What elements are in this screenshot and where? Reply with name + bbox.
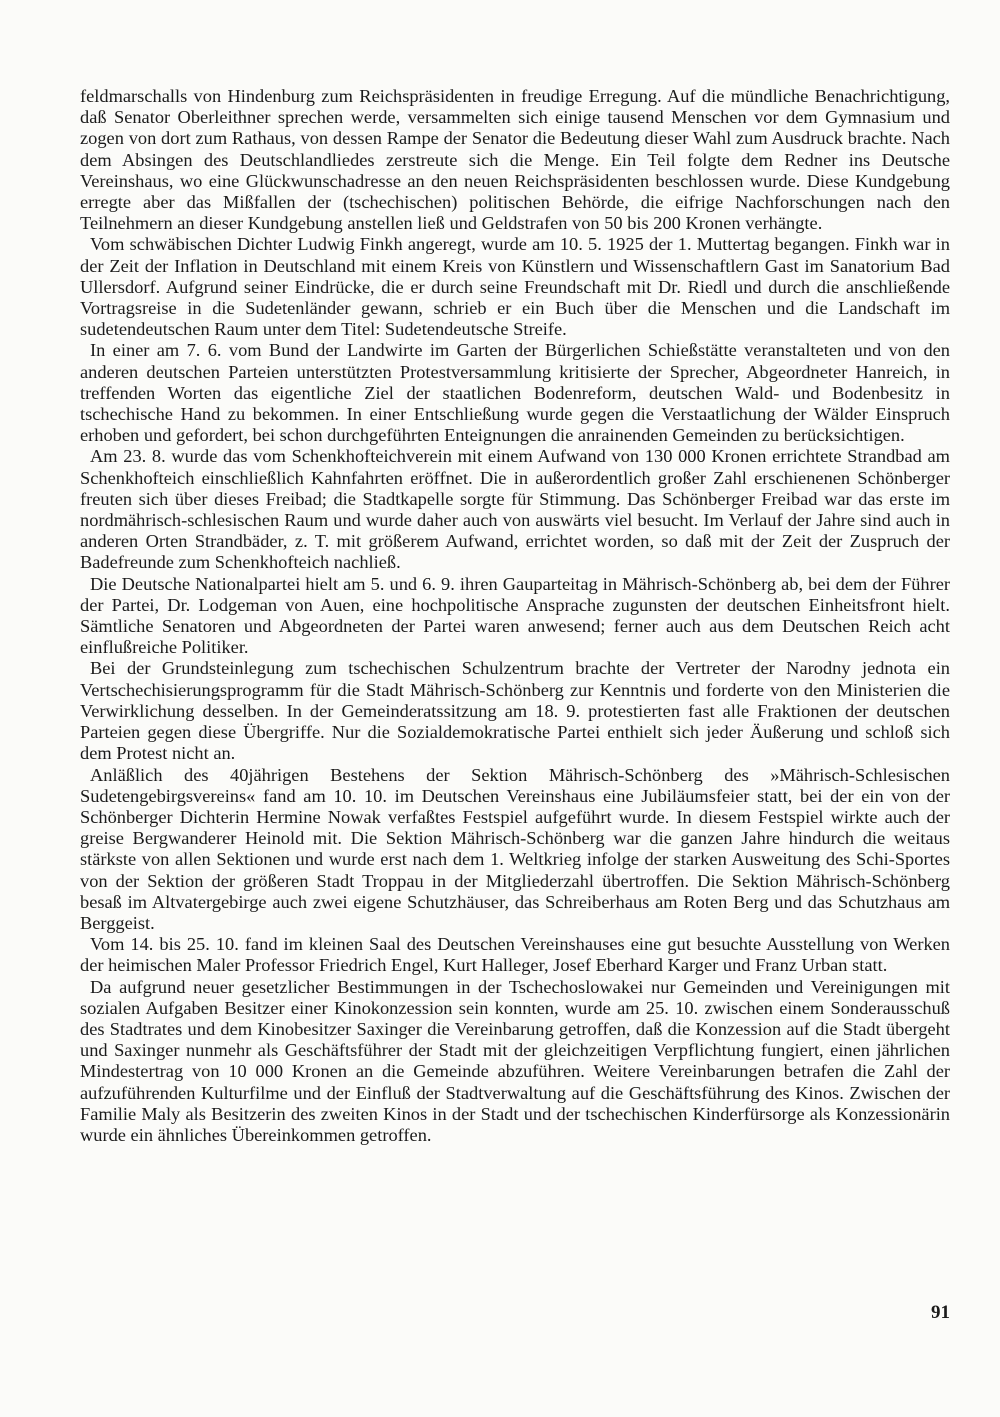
paragraph: Vom 14. bis 25. 10. fand im kleinen Saal des Deutschen Vereinshauses eine gut besuchte Ausstellung von Werken der heimischen Maler Professor Friedrich Engel, Kurt Halleger, Josef Eberhard Karger und Franz Urban statt. [80, 934, 950, 976]
paragraph: feldmarschalls von Hindenburg zum Reichspräsidenten in freudige Erregung. Auf die mündliche Benachrichtigung, daß Senator Oberleithner sprechen werde, versammelten sich einige tausend Menschen vor dem Gymnasium und zogen von dort zum Rathaus, von dessen Rampe der Senator die Bedeutung dieser Wahl zum Ausdruck brachte. Nach dem Absingen des Deutschlandliedes zerstreute sich die Menge. Ein Teil folgte dem Redner ins Deutsche Vereinshaus, wo eine Glückwunschadresse an den neuen Reichspräsidenten beschlossen wurde. Diese Kundgebung erregte aber das Mißfallen der (tschechischen) politischen Behörde, die eifrige Nachforschungen nach den Teilnehmern an dieser Kundgebung anstellen ließ und Geldstrafen von 50 bis 200 Kronen verhängte. [80, 86, 950, 234]
paragraph: Anläßlich des 40jährigen Bestehens der Sektion Mährisch-Schönberg des »Mährisch-Schlesischen Sudetengebirgsvereins« fand am 10. 10. im Deutschen Vereinshaus eine Jubiläumsfeier statt, bei der ein von der Schönberger Dichterin Hermine Nowak verfaßtes Festspiel aufgeführt wurde. In diesem Festspiel wirkte auch der greise Bergwanderer Heinold mit. Die Sektion Mährisch-Schönberg war die ganzen Jahre hindurch die weitaus stärkste von allen Sektionen und wurde erst nach dem 1. Weltkrieg infolge der starken Ausweitung des Schi-Sportes von der Sektion der größeren Stadt Troppau in der Mitgliederzahl übertroffen. Die Sektion Mährisch-Schönberg besaß im Altvatergebirge auch zwei eigene Schutzhäuser, das Schreiberhaus am Roten Berg und das Schutzhaus am Berggeist. [80, 764, 950, 933]
paragraph: Bei der Grundsteinlegung zum tschechischen Schulzentrum brachte der Vertreter der Narodny jednota ein Vertschechisierungsprogramm für die Stadt Mährisch-Schönberg zur Kenntnis und forderte von den Ministerien die Verwirklichung desselben. In der Gemeinderatssitzung am 18. 9. protestierten fast alle Fraktionen der deutschen Parteien gegen diese Übergriffe. Nur die Sozialdemokratische Partei enthielt sich jeder Äußerung und schloß sich dem Protest nicht an. [80, 658, 950, 764]
paragraph: Vom schwäbischen Dichter Ludwig Finkh angeregt, wurde am 10. 5. 1925 der 1. Muttertag begangen. Finkh war in der Zeit der Inflation in Deutschland mit einem Kreis von Künstlern und Wissenschaftlern Gast im Sanatorium Bad Ullersdorf. Aufgrund seiner Eindrücke, die er durch seine Freundschaft mit Dr. Riedl und durch die anschließende Vortragsreise in die Sudetenländer gewann, schrieb er ein Buch über die Menschen und die Landschaft im sudetendeutschen Raum unter dem Titel: Sudetendeutsche Streife. [80, 234, 950, 340]
paragraph: Da aufgrund neuer gesetzlicher Bestimmungen in der Tschechoslowakei nur Gemeinden und Vereinigungen mit sozialen Aufgaben Besitzer einer Kinokonzession sein konnten, wurde am 25. 10. zwischen einem Sonderausschuß des Stadtrates und dem Kinobesitzer Saxinger die Vereinbarung getroffen, daß die Konzession auf die Stadt übergeht und Saxinger nunmehr als Geschäftsführer der Stadt mit der gleichzeitigen Verpflichtung fungiert, einen jährlichen Mindestertrag von 10 000 Kronen an die Gemeinde abzuführen. Weitere Vereinbarungen betrafen die Zahl der aufzuführenden Kulturfilme und der Einfluß der Stadtverwaltung auf die Geschäftsführung des Kinos. Zwischen der Familie Maly als Besitzerin des zweiten Kinos in der Stadt und der tschechischen Kinderfürsorge als Konzessionärin wurde ein ähnliches Übereinkommen getroffen. [80, 976, 950, 1145]
page-number: 91 [931, 1302, 950, 1323]
paragraph: In einer am 7. 6. vom Bund der Landwirte im Garten der Bürgerlichen Schießstätte veranstalteten und von den anderen deutschen Parteien unterstützten Protestversammlung kritisierte der Sprecher, Abgeordneter Hanreich, in treffenden Worten das eigentliche Ziel der staatlichen Bodenreform, deutschen Wald- und Bodenbesitz in tschechische Hand zu bekommen. In einer Entschließung wurde gegen die Verstaatlichung der Wälder Einspruch erhoben und gefordert, bei schon durchgeführten Enteignungen die anrainenden Gemeinden zu berücksichtigen. [80, 340, 950, 446]
body-text [80, 86, 950, 1146]
paragraph: Die Deutsche Nationalpartei hielt am 5. und 6. 9. ihren Gauparteitag in Mährisch-Schönberg ab, bei dem der Führer der Partei, Dr. Lodgeman von Auen, eine hochpolitische Ansprache zugunsten der deutschen Einheitsfront hielt. Sämtliche Senatoren und Abgeordneten der Partei waren anwesend; ferner auch aus dem Deutschen Reich acht einflußreiche Politiker. [80, 573, 950, 658]
paragraph: Am 23. 8. wurde das vom Schenkhofteichverein mit einem Aufwand von 130 000 Kronen errichtete Strandbad am Schenkhofteich einschließlich Kahnfahrten eröffnet. Die in außerordentlich großer Zahl erschienenen Schönberger freuten sich über dieses Freibad; die Stadtkapelle sorgte für Stimmung. Das Schönberger Freibad war das erste im nordmährisch-schlesischen Raum und wurde daher auch von auswärts viel besucht. Im Verlauf der Jahre sind auch in anderen Orten Strandbäder, z. T. mit größerem Aufwand, errichtet worden, so daß mit der Zeit der Zuspruch der Badefreunde zum Schenkhofteich nachließ. [80, 446, 950, 573]
